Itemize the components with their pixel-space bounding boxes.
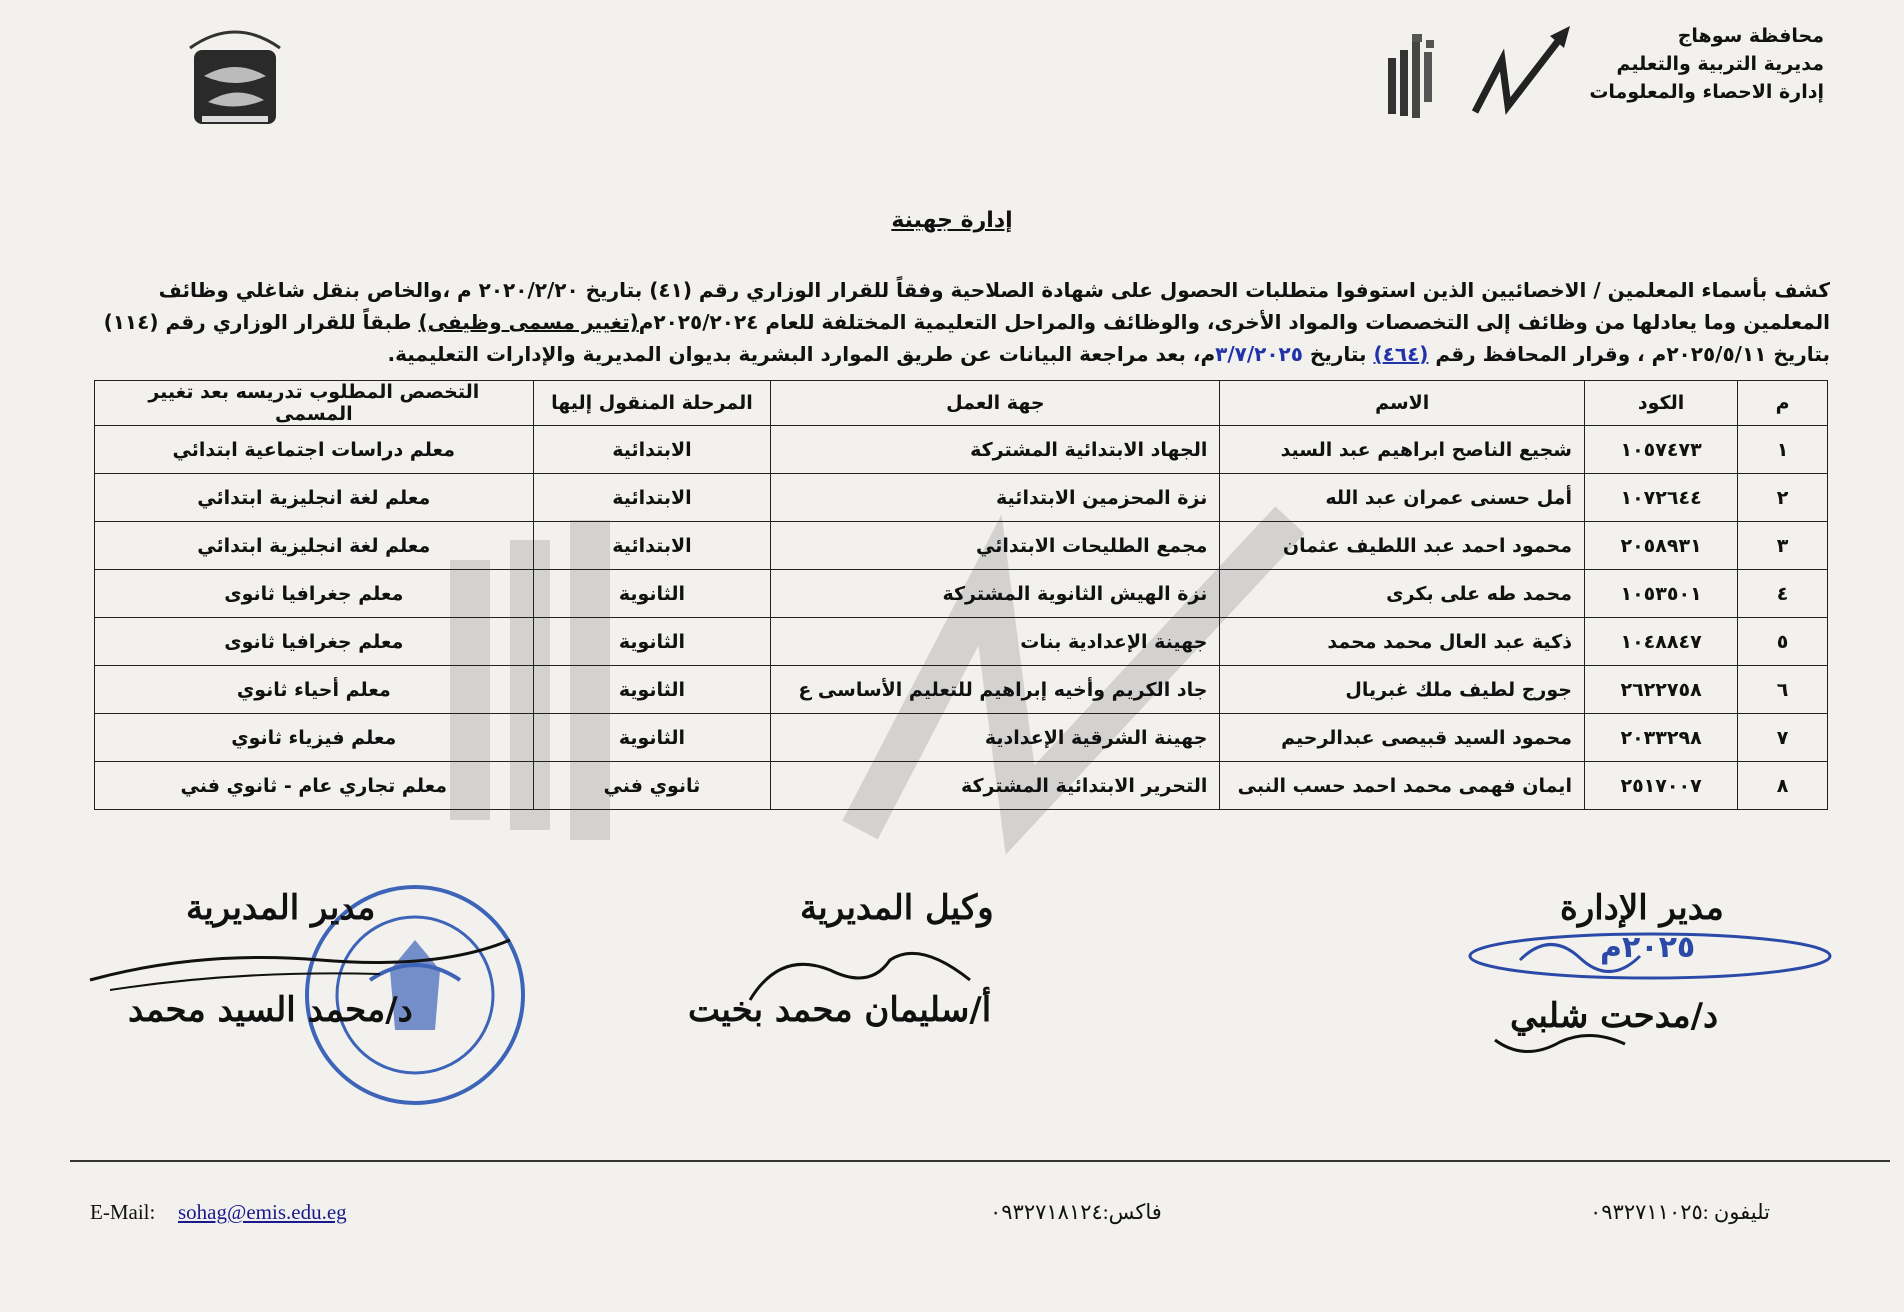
- emis-logo-icon: [1380, 20, 1580, 135]
- row-code: ٢٠٥٨٩٣١: [1584, 522, 1737, 570]
- row-stage: الثانوية: [533, 666, 771, 714]
- row-name: محمد طه على بكرى: [1220, 570, 1585, 618]
- row-num: ٦: [1738, 666, 1828, 714]
- row-num: ٨: [1738, 762, 1828, 810]
- page-title: إدارة جهينة: [891, 208, 1013, 233]
- row-name: شجيع الناصح ابراهيم عبد السيد: [1220, 426, 1585, 474]
- footer-email-label: E-Mail:: [90, 1200, 156, 1224]
- header-workplace: جهة العمل: [771, 381, 1220, 426]
- admin-director-title: مدير الإدارة: [1560, 888, 1724, 928]
- intro-paragraph: [100, 274, 1830, 370]
- footer-fax: فاكس:٠٩٣٢٧١٨١٢٤: [990, 1200, 1162, 1224]
- row-code: ٢٦٢٢٧٥٨: [1584, 666, 1737, 714]
- row-specialization: معلم تجاري عام - ثانوي فني: [95, 762, 534, 810]
- footer-email-link[interactable]: sohag@emis.edu.eg: [178, 1200, 347, 1224]
- intro-line-3-e: م، بعد مراجعة البيانات عن طريق الموارد البشرية بديوان المديرية والإدارات التعليمية.: [387, 342, 1216, 366]
- row-workplace: نزة المحزمين الابتدائية: [771, 474, 1220, 522]
- intro-line-2-c: طبقاً للقرار الوزاري رقم (١١٤): [103, 310, 419, 334]
- header-num: م: [1738, 381, 1828, 426]
- row-code: ١٠٤٨٨٤٧: [1584, 618, 1737, 666]
- intro-job-title-change: (تغيير مسمى وظيفى): [418, 310, 639, 334]
- row-stage: الثانوية: [533, 714, 771, 762]
- row-specialization: معلم فيزياء ثانوي: [95, 714, 534, 762]
- row-name: محمود السيد قبيصى عبدالرحيم: [1220, 714, 1585, 762]
- intro-line-2: [100, 306, 1830, 338]
- org-line-directorate: مديرية التربية والتعليم: [1616, 53, 1824, 75]
- intro-line-2-a: المعلمين وما يعادلها من وظائف إلى التخصصات والمواد الأخرى، والوظائف والمراحل التعليمية المختلفة للعام ٢٠٢٥/٢٠٢٤م: [638, 310, 1830, 334]
- row-workplace: الجهاد الابتدائية المشتركة: [771, 426, 1220, 474]
- row-name: جورج لطيف ملك غبريال: [1220, 666, 1585, 714]
- admin-signature-date: ٢٠٢٥م: [1600, 930, 1696, 965]
- footer-phone: تليفون :٠٩٣٢٧١١٠٢٥: [1590, 1200, 1770, 1224]
- row-name: أمل حسنى عمران عبد الله: [1220, 474, 1585, 522]
- table-row: [95, 762, 1828, 810]
- table-row: [95, 426, 1828, 474]
- row-num: ٢: [1738, 474, 1828, 522]
- row-specialization: معلم جغرافيا ثانوى: [95, 618, 534, 666]
- row-workplace: جهينة الشرقية الإعدادية: [771, 714, 1220, 762]
- intro-line-1: كشف بأسماء المعلمين / الاخصائيين الذين استوفوا متطلبات الحصول على شهادة الصلاحية وفقاً للقرار الوزاري رقم (٤١) بتاريخ ٢٠٢٠/٢/٢٠ م ،والخاص بنقل شاغلي وظائف: [158, 278, 1830, 302]
- row-code: ١٠٧٢٦٤٤: [1584, 474, 1737, 522]
- row-stage: الابتدائية: [533, 522, 771, 570]
- intro-governor-decision-number: (٤٦٤): [1373, 342, 1429, 366]
- intro-line-3: [100, 338, 1830, 370]
- row-code: ١٠٥٧٤٧٣: [1584, 426, 1737, 474]
- row-num: ٣: [1738, 522, 1828, 570]
- table-row: [95, 522, 1828, 570]
- header-stage: المرحلة المنقول إليها: [533, 381, 771, 426]
- row-stage: الثانوية: [533, 618, 771, 666]
- table-row: [95, 570, 1828, 618]
- governorate-seal-icon: [180, 18, 290, 133]
- table-row: [95, 714, 1828, 762]
- row-code: ٢٠٣٣٢٩٨: [1584, 714, 1737, 762]
- header-specialization: التخصص المطلوب تدريسه بعد تغيير المسمى: [95, 381, 534, 426]
- footer-divider: [70, 1160, 1890, 1162]
- row-num: ٥: [1738, 618, 1828, 666]
- intro-decision-date: ٣/٧/٢٠٢٥: [1215, 342, 1303, 366]
- row-specialization: معلم جغرافيا ثانوى: [95, 570, 534, 618]
- deputy-director-name: أ/سليمان محمد بخيت: [688, 990, 992, 1030]
- admin-signature-icon: [1490, 1020, 1630, 1060]
- row-name: محمود احمد عبد اللطيف عثمان: [1220, 522, 1585, 570]
- row-stage: الثانوية: [533, 570, 771, 618]
- row-workplace: جهينة الإعدادية بنات: [771, 618, 1220, 666]
- directorate-director-title: مدير المديرية: [186, 888, 376, 928]
- row-specialization: معلم لغة انجليزية ابتدائي: [95, 474, 534, 522]
- row-workplace: مجمع الطليحات الابتدائي: [771, 522, 1220, 570]
- intro-line-3-a: بتاريخ ٢٠٢٥/٥/١١م ، وقرار المحافظ رقم: [1428, 342, 1830, 366]
- row-stage: الابتدائية: [533, 474, 771, 522]
- row-stage: الابتدائية: [533, 426, 771, 474]
- directorate-director-name: د/محمد السيد محمد: [128, 990, 413, 1030]
- row-specialization: معلم لغة انجليزية ابتدائي: [95, 522, 534, 570]
- row-name: ذكية عبد العال محمد محمد: [1220, 618, 1585, 666]
- row-workplace: نزة الهيش الثانوية المشتركة: [771, 570, 1220, 618]
- row-specialization: معلم دراسات اجتماعية ابتدائي: [95, 426, 534, 474]
- header-name: الاسم: [1220, 381, 1585, 426]
- deputy-director-title: وكيل المديرية: [800, 888, 994, 928]
- row-num: ٧: [1738, 714, 1828, 762]
- table-row: [95, 666, 1828, 714]
- table-row: [95, 474, 1828, 522]
- row-stage: ثانوي فني: [533, 762, 771, 810]
- transfer-table: [94, 380, 1828, 810]
- header-code: الكود: [1584, 381, 1737, 426]
- intro-line-3-c: بتاريخ: [1302, 342, 1374, 366]
- org-line-governorate: محافظة سوهاج: [1677, 25, 1824, 47]
- table-header-row: [95, 381, 1828, 426]
- row-workplace: التحرير الابتدائية المشتركة: [771, 762, 1220, 810]
- row-name: ايمان فهمى محمد احمد حسب النبى: [1220, 762, 1585, 810]
- row-code: ١٠٥٣٥٠١: [1584, 570, 1737, 618]
- table-row: [95, 618, 1828, 666]
- row-num: ٤: [1738, 570, 1828, 618]
- org-line-department: إدارة الاحصاء والمعلومات: [1589, 81, 1824, 103]
- row-code: ٢٥١٧٠٠٧: [1584, 762, 1737, 810]
- admin-director-name: د/مدحت شلبي: [1510, 996, 1719, 1036]
- row-workplace: جاد الكريم وأخيه إبراهيم للتعليم الأساسى ع: [771, 666, 1220, 714]
- row-specialization: معلم أحياء ثانوي: [95, 666, 534, 714]
- row-num: ١: [1738, 426, 1828, 474]
